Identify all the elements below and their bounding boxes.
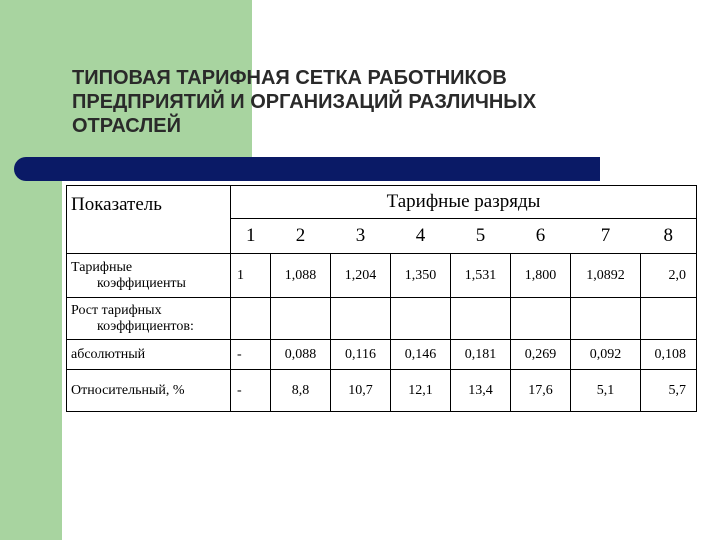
relative-rank-6: 17,6 [511,370,571,412]
relative-rank-2: 8,8 [271,370,331,412]
tariff-grid-table [66,185,697,412]
absolute-rank-1: - [231,340,271,370]
row-label-growth-line2: коэффициентов: [97,318,194,334]
row-label-growth [67,298,231,340]
absolute-rank-6: 0,269 [511,340,571,370]
coeff-rank-6: 1,800 [511,254,571,298]
row-label-relative: Относительный, % [67,370,231,412]
rank-1: 1 [231,219,271,254]
coeff-rank-7: 1,0892 [571,254,641,298]
slide-title: ТИПОВАЯ ТАРИФНАЯ СЕТКА РАБОТНИКОВ ПРЕДПРИЯТИЙ И ОРГАНИЗАЦИЙ РАЗЛИЧНЫХ ОТРАСЛЕЙ [72,67,537,137]
row-label-coefficients [67,254,231,298]
absolute-rank-3: 0,116 [331,340,391,370]
row-label-coefficients-line2: коэффициенты [97,275,186,291]
coeff-rank-2: 1,088 [271,254,331,298]
rank-5: 5 [475,225,486,246]
coeff-rank-4: 1,350 [391,254,451,298]
growth-empty-7 [571,298,641,340]
relative-rank-8: 5,7 [641,370,697,412]
rank-4: 4 [415,225,426,246]
coeff-rank-5: 1,531 [451,254,511,298]
growth-empty-2 [271,298,331,340]
absolute-rank-8: 0,108 [641,340,697,370]
relative-rank-7: 5,1 [571,370,641,412]
growth-empty-5 [451,298,511,340]
rank-7: 7 [600,225,611,246]
growth-empty-3 [331,298,391,340]
growth-empty-8 [641,298,697,340]
row-label-coefficients-line1: Тарифные [71,259,133,275]
absolute-rank-4: 0,146 [391,340,451,370]
title-divider-bar [14,157,600,181]
relative-rank-1: - [231,370,271,412]
rank-6: 6 [535,225,546,246]
relative-rank-4: 12,1 [391,370,451,412]
absolute-rank-7: 0,092 [571,340,641,370]
relative-rank-3: 10,7 [331,370,391,412]
header-tariff-ranks: Тарифные разряды [231,186,697,219]
coeff-rank-1: 1 [231,254,271,298]
header-indicator: Показатель [67,186,231,254]
absolute-rank-5: 0,181 [451,340,511,370]
rank-2: 2 [295,225,306,246]
growth-empty-6 [511,298,571,340]
relative-rank-5: 13,4 [451,370,511,412]
growth-empty-1 [231,298,271,340]
coeff-rank-8: 2,0 [641,254,697,298]
row-label-absolute: абсолютный [67,340,231,370]
coeff-rank-3: 1,204 [331,254,391,298]
rank-3: 3 [355,225,366,246]
decor-green-left-bar [0,0,62,540]
row-label-growth-line1: Рост тарифных [71,302,162,318]
absolute-rank-2: 0,088 [271,340,331,370]
rank-8: 8 [641,219,697,254]
growth-empty-4 [391,298,451,340]
